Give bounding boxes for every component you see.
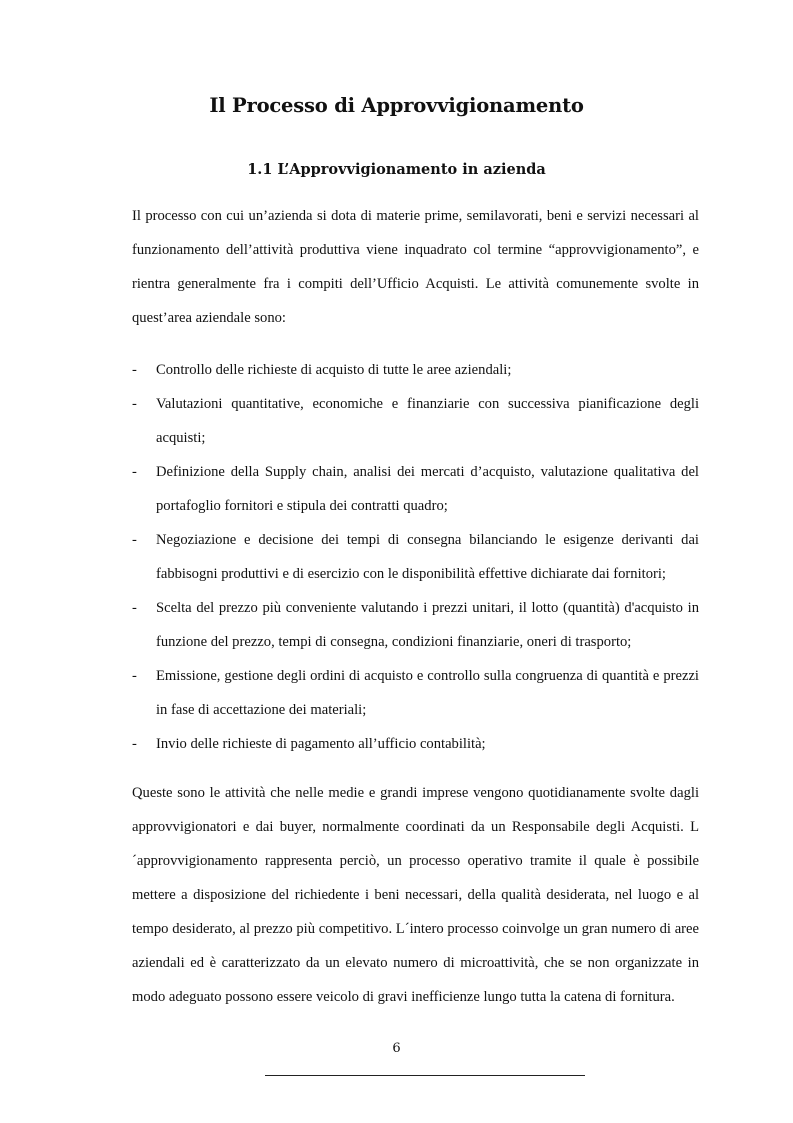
list-item <box>132 523 699 591</box>
list-bullet: - <box>132 600 137 616</box>
list-item-text: Controllo delle richieste di acquisto di tutte le aree aziendali; <box>156 362 512 378</box>
intro-paragraph: Il processo con cui un’azienda si dota di materie prime, semilavorati, beni e servizi necessari al funzionamento dell’attività produttiva viene inquadrato col termine “approvvigionamento”, e rientra generalmente fra i compiti dell’Ufficio Acquisti. Le attività comunemente svolte in quest’area aziendale sono: <box>132 208 699 326</box>
list-bullet: - <box>132 464 137 480</box>
list-item-text: Invio delle richieste di pagamento all’ufficio contabilità; <box>156 736 486 752</box>
list-item <box>132 727 699 761</box>
list-bullet: - <box>132 396 137 412</box>
list-item <box>132 455 699 523</box>
list-item-text: Definizione della Supply chain, analisi dei mercati d’acquisto, valutazione qualitativa del portafoglio fornitori e stipula dei contratti quadro; <box>156 464 699 514</box>
list-item <box>132 659 699 727</box>
footer-rule <box>265 1075 585 1076</box>
list-item-text: Emissione, gestione degli ordini di acquisto e controllo sulla congruenza di quantità e prezzi in fase di accettazione dei materiali; <box>156 668 699 718</box>
activity-list <box>132 353 699 761</box>
list-item-text: Scelta del prezzo più conveniente valutando i prezzi unitari, il lotto (quantità) d'acquisto in funzione del prezzo, tempi di consegna, condizioni finanziarie, oneri di trasporto; <box>156 600 699 650</box>
list-item-text: Negoziazione e decisione dei tempi di consegna bilanciando le esigenze derivanti dai fabbisogni produttivi e di esercizio con le disponibilità effettive dichiarate dai fornitori; <box>156 532 699 582</box>
page-title: Il Processo di Approvvigionamento <box>209 94 584 117</box>
list-bullet: - <box>132 668 137 684</box>
list-bullet: - <box>132 532 137 548</box>
list-item <box>132 353 699 387</box>
list-bullet: - <box>132 362 137 378</box>
list-item <box>132 387 699 455</box>
section-heading: 1.1 L’Approvvigionamento in azienda <box>247 161 546 178</box>
list-bullet: - <box>132 736 137 752</box>
closing-paragraph: Queste sono le attività che nelle medie e grandi imprese vengono quotidianamente svolte dagli approvvigionatori e dai buyer, normalmente coordinati da un Responsabile degli Acquisti. L´approvvigionamento rappresenta perciò, un processo operativo tramite il quale è possibile mettere a disposizione del richiedente i beni necessari, della qualità desiderata, nel luogo e al tempo desiderato, al prezzo più competitivo. L´intero processo coinvolge un gran numero di aree aziendali ed è caratterizzato da un elevato numero di microattività, che se non organizzate in modo adeguato possono essere veicolo di gravi inefficienze lungo tutta la catena di fornitura. <box>132 785 699 1005</box>
list-item-text: Valutazioni quantitative, economiche e finanziarie con successiva pianificazione degli acquisti; <box>156 396 699 446</box>
page-number: 6 <box>392 1041 401 1056</box>
list-item <box>132 591 699 659</box>
